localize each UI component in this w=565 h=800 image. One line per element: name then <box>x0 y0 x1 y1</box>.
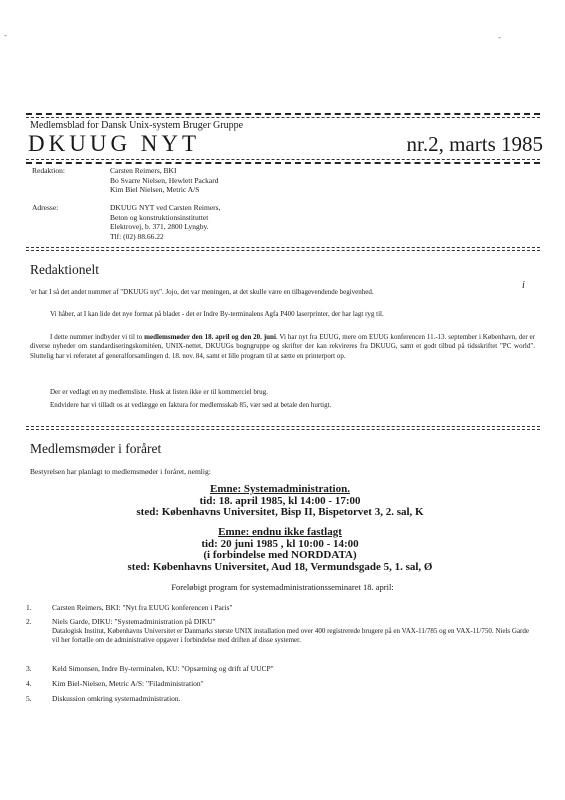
adresse-line: Tlf: (02) 88.66.22 <box>110 231 164 241</box>
program-item <box>26 664 536 674</box>
item-text: Carsten Reimers, BKI: "Nyt fra EUUG konferencen i Paris" <box>52 603 233 612</box>
meeting-dates-highlight: medlemsmøder den 18. april og den 20. juni <box>144 333 276 341</box>
program-item <box>26 679 536 689</box>
program-item <box>26 694 536 704</box>
section-rule <box>26 250 540 251</box>
paragraph: Vi håber, at I kan lide det nye format på bladet - det er Indre By-terminalens Agfa P400 laserprinter, der har lagt ryg til. <box>50 310 384 318</box>
meeting-place: sted: Københavns Universitet, Aud 18, Vermundsgade 5, 1. sal, Ø <box>127 560 433 573</box>
section-heading-medlemsmoeder: Medlemsmøder i foråret <box>30 441 162 456</box>
meeting-note: (i forbindelse med NORDDATA) <box>203 549 357 561</box>
header-rule <box>26 113 540 115</box>
redaktion-line: Kim Biel Nielsen, Metric A/S <box>110 185 200 194</box>
adresse-line: DKUUG NYT ved Carsten Reimers, <box>110 203 221 212</box>
header-rule <box>26 117 540 118</box>
item-number: 5. <box>26 694 32 703</box>
paragraph-text: . Vi har nyt fra EUUG, mere om EUUG konferencen 11.-13. september i København, der er diverse nyheder om standardiseringskomitéen, UNIX-nettet, DKUUGs bogngruppe og skrifter der kan rekvireres fra DKUUG, samt et godt tilbud på tidsskriftet "PC world". Sluttelig har vi referatet af generalforsamlingen d. 18. nov. 84, samt et lille program til at sætte en printerport op. <box>30 333 535 360</box>
item-number: 1. <box>26 603 32 612</box>
newsletter-title: DKUUG NYT <box>28 131 201 156</box>
meeting-block-2 <box>60 527 500 573</box>
paragraph: Endvidere har vi tilladt os at vedlægge en faktura for medlemsskab 85, vær sød at betale den hurtigt. <box>50 401 332 409</box>
section-rule <box>26 247 540 248</box>
meetings-intro: Bestyrelsen har planlagt to medlemsmøder i foråret, nemlig: <box>30 467 211 476</box>
item-text: Kim Biel-Nielsen, Metric A/S: "Filadministration" <box>52 679 204 688</box>
section-rule <box>26 429 540 430</box>
item-text: Keld Simonsen, Indre By-terminalen, KU: "Opsætning og drift af UUCP" <box>52 664 274 673</box>
paragraph: Der er vedlagt en ny medlemsliste. Husk at listen ikke er til kommerciel brug. <box>50 388 268 396</box>
adresse-block <box>110 203 220 241</box>
item-detail: Datalogisk Institut, Københavns Universitet er Danmarks største UNIX installation med over 400 registrerede brugere på en VAX-11/785 og en VAX-11/750. Niels Garde vil her fortælle om de administrative opgaver i forbindelse med driften af disse systemer. <box>52 626 529 644</box>
item-text: Niels Garde, DIKU: "Systemadministration på DIKU" <box>52 617 216 626</box>
program-item <box>26 603 536 613</box>
meeting-time: tid: 18. april 1985, kl 14:00 - 17:00 <box>199 494 361 507</box>
margin-mark: i <box>522 280 525 291</box>
scan-mark: - <box>498 32 501 42</box>
item-number: 2. <box>26 617 32 626</box>
paragraph <box>30 333 535 361</box>
header-rule <box>26 162 540 164</box>
newsletter-subtitle: Medlemsblad for Dansk Unix-system Bruger Gruppe <box>30 120 244 131</box>
section-heading-redaktionelt: Redaktionelt <box>30 262 99 277</box>
meeting-topic: Emne: endnu ikke fastlagt <box>218 526 342 538</box>
item-text: Diskussion omkring systemadministration. <box>52 694 181 703</box>
adresse-line: Elektrovej, b. 371, 2800 Lyngby. <box>110 222 209 231</box>
redaktion-line: Bo Svarre Nielsen, Hewlett Packard <box>110 175 219 185</box>
redaktion-line: Carsten Reimers, BKI <box>110 166 177 175</box>
program-item <box>26 617 536 645</box>
header-rule <box>26 159 540 160</box>
section-rule <box>26 426 540 427</box>
meeting-place: sted: Københavns Universitet, Bisp II, Bispetorvet 3, 2. sal, K <box>136 506 424 518</box>
paragraph: 'er har I så det andet nummer af "DKUUG nyt". Jojo, det var meningen, at det skulle være en tilbagevendende begivenhed. <box>30 288 374 296</box>
redaktion-block <box>110 166 219 195</box>
program-title: Foreløbigt program for systemadministrationsseminaret 18. april: <box>171 582 394 592</box>
item-number: 4. <box>26 679 32 688</box>
meeting-time: tid: 20 juni 1985 , kl 10:00 - 14:00 <box>201 537 359 550</box>
issue-number: nr.2, marts 1985 <box>406 132 543 156</box>
adresse-label: Adresse: <box>32 203 59 212</box>
meeting-topic: Emne: Systemadministration. <box>210 483 350 495</box>
adresse-line: Beton og konstruktionsinstituttet <box>110 212 209 222</box>
redaktion-label: Redaktion: <box>32 166 65 175</box>
paragraph-text: I dette nummer indbyder vi til to <box>50 333 145 341</box>
item-number: 3. <box>26 664 32 673</box>
meeting-block-1 <box>60 484 500 519</box>
scan-mark: - <box>4 30 7 40</box>
